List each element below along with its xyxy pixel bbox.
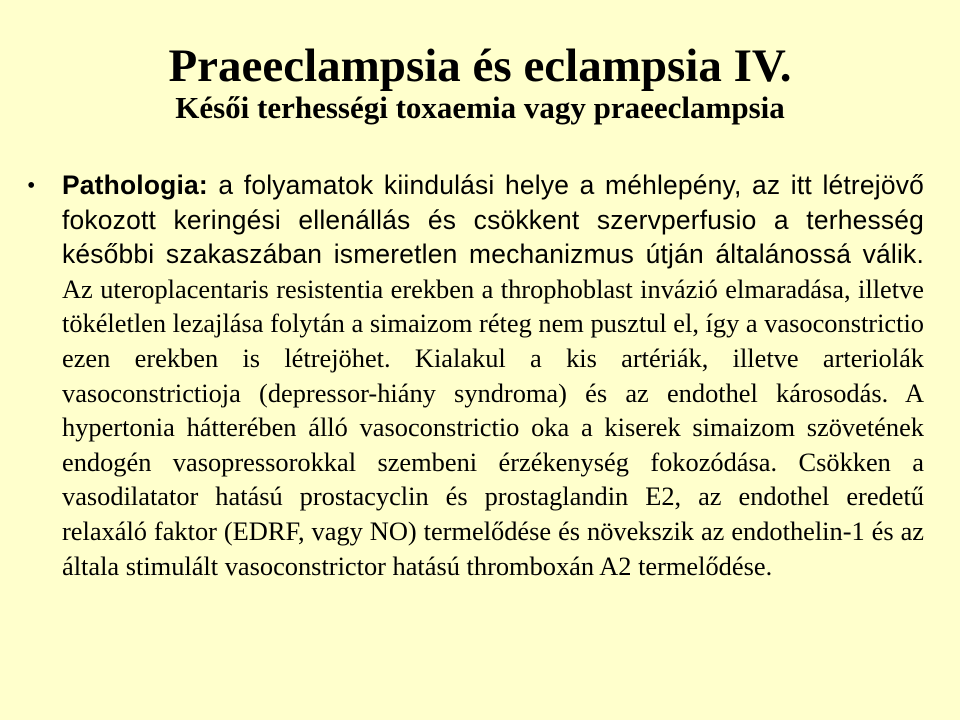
slide-title: Praeeclampsia és eclampsia IV. xyxy=(168,40,792,92)
bullet-icon: • xyxy=(27,173,36,199)
paragraph-lead-text: a folyamatok kiindulási helye a méhlepény, az itt létrejövő fokozott keringési ellenállás és csökkent szervperfusio a terhesség későbbi szakaszában ismeretlen mechanizmus útján általánossá válik. xyxy=(62,170,924,270)
paragraph-label: Pathologia: xyxy=(62,170,208,200)
bullet-paragraph xyxy=(62,168,924,583)
paragraph-body-text: Az uteroplacentaris resistentia erekben a throphoblast invázió elmaradása, illetve tökéletlen lezajlása folytán a simaizom réteg nem pusztul el, így a vasoconstrictio ezen erekben is létrejöhet. Kialakul a kis artériák, illetve arteriolák vasoconstrictioja (depressor-hiány syndroma) és az endothel károsodás. A hypertonia hátterében álló vasoconstrictio oka a kiserek simaizom szövetének endogén vasopressorokkal szembeni érzékenység fokozódása. Csökken a vasodilatator hatású prostacyclin és prostaglandin E2, az endothel eredetű relaxáló faktor (EDRF, vagy NO) termelődése és növekszik az endothelin-1 és az általa stimulált vasoconstrictor hatású thromboxán A2 termelődése. xyxy=(62,273,924,581)
paragraph-lead xyxy=(62,170,924,269)
slide-subtitle: Késői terhességi toxaemia vagy praeeclampsia xyxy=(175,90,785,125)
